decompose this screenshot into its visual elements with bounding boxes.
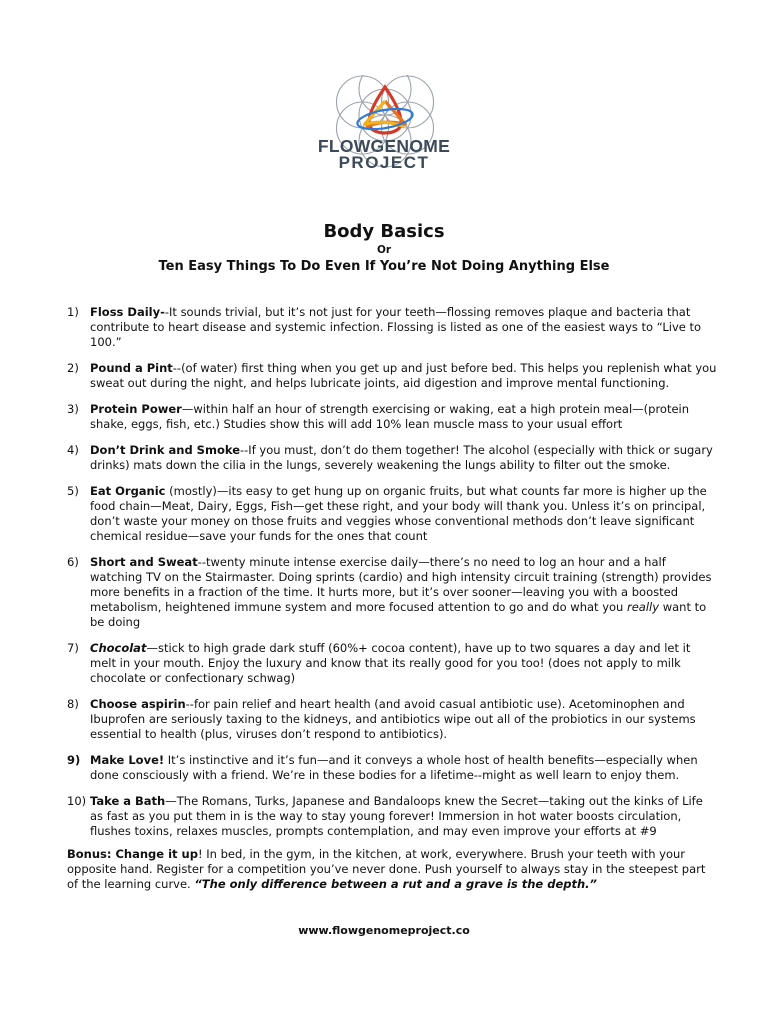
item-lead: Eat Organic	[90, 484, 166, 498]
list-item	[67, 484, 717, 544]
list-item	[67, 555, 717, 630]
item-lead: Don’t Drink and Smoke	[90, 443, 240, 457]
item-text: —The Romans, Turks, Japanese and Bandaloops knew the Secret—taking out the kinks of Life as fast as you put them in is the way to stay young forever! Immersion in hot water boosts circulation, flushes toxins, relaxes muscles, prompts contemplation, and may even improve your efforts at #9	[90, 794, 703, 838]
item-text: It’s instinctive and it’s fun—and it conveys a whole host of health benefits—especially when done consciously with a friend. We’re in these bodies for a lifetime--might as well learn to enjoy them.	[90, 753, 698, 782]
footer-url: www.flowgenomeproject.co	[298, 924, 470, 937]
logo-ring	[356, 105, 414, 132]
list-item	[67, 641, 717, 686]
page-subtitle: Ten Easy Things To Do Even If You’re Not Doing Anything Else	[158, 259, 610, 274]
bonus-lead: Bonus: Change it up	[67, 847, 198, 861]
item-text: --twenty minute intense exercise daily—there’s no need to log an hour and a half watching TV on the Stairmaster. Doing sprints (cardio) and high intensity circuit training (strength) provides more benefits in a fraction of the time. It hurts more, but it’s over sooner—leaving you with a boosted metabolism, heightened immune system and more focused attention to go and do what you	[90, 555, 712, 614]
list-item	[67, 443, 717, 473]
logo-wordmark-line2: PROJECT	[338, 153, 430, 172]
item-lead: Pound a Pint	[90, 361, 173, 375]
item-number: 8)	[67, 697, 79, 711]
item-text: (mostly)—its easy to get hung up on organic fruits, but what counts far more is higher up the food chain—Meat, Dairy, Eggs, Fish—get these right, and your body will thank you. Unless it’s on principal, don’t waste your money on those fruits and veggies whose conventional methods don’t leave significant chemical residue—save your funds for the ones that count	[90, 484, 707, 543]
item-number: 4)	[67, 443, 79, 457]
list-item	[67, 361, 717, 391]
item-lead: Choose aspirin	[90, 697, 186, 711]
item-number: 1)	[67, 305, 79, 319]
item-text: -It sounds trivial, but it’s not just for your teeth—flossing removes plaque and bacteria that contribute to heart disease and systemic infection. Flossing is listed as one of the easiest ways to “Live to 100.”	[90, 305, 702, 349]
item-emphasis: really	[627, 600, 660, 614]
item-text-tail: want to be doing	[90, 600, 707, 629]
item-text: --for pain relief and heart health (and avoid casual antibiotic use). Acetominophen and Ibuprofen are seriously taxing to the kidneys, and antibiotics wipe out all of the probiotics in our systems essential to health (plus, viruses don’t respond to antibiotics).	[90, 697, 696, 741]
item-text: —within half an hour of strength exercising or waking, eat a high protein meal—(protein shake, eggs, fish, etc.) Studies show this will add 10% lean muscle mass to your usual effort	[90, 402, 690, 431]
item-number: 2)	[67, 361, 79, 375]
item-number: 7)	[67, 641, 79, 655]
item-number: 6)	[67, 555, 79, 569]
item-text: --If you must, don’t do them together! The alcohol (especially with thick or sugary drinks) mats down the cilia in the lungs, severely weakening the lungs ability to filter out the smoke.	[90, 443, 713, 472]
item-lead: Protein Power	[90, 402, 182, 416]
item-lead: Floss Daily-	[90, 305, 165, 319]
item-lead: Short and Sweat	[90, 555, 198, 569]
list-item	[67, 794, 717, 839]
item-lead: Take a Bath	[90, 794, 166, 808]
item-number: 9)	[67, 753, 81, 767]
list-item	[67, 305, 717, 350]
item-number: 5)	[67, 484, 79, 498]
tips-list	[67, 305, 717, 850]
item-text: --(of water) first thing when you get up and just before bed. This helps you replenish what you sweat out during the night, and helps lubricate joints, aid digestion and improve mental functioning.	[90, 361, 717, 390]
bonus-text: ! In bed, in the gym, in the kitchen, at work, everywhere. Brush your teeth with your opposite hand. Register for a competition you’ve never done. Push yourself to always stay in the steepest part of the learning curve.	[67, 847, 706, 891]
bonus-paragraph	[67, 847, 717, 892]
logo-wordmark-line1: FLOWGENOME	[317, 136, 451, 156]
title-or: Or	[376, 244, 392, 256]
item-number: 3)	[67, 402, 79, 416]
list-item	[67, 402, 717, 432]
page-title: Body Basics	[323, 221, 445, 242]
list-item	[67, 697, 717, 742]
bonus-quote: “The only difference between a rut and a grave is the depth.”	[194, 877, 597, 891]
item-text: —stick to high grade dark stuff (60%+ cocoa content), have up to two squares a day and let it melt in your mouth. Enjoy the luxury and know that its really good for you too! (does not apply to milk chocolate or confectionary schwag)	[90, 641, 691, 685]
item-lead: Make Love!	[90, 753, 165, 767]
item-number: 10)	[67, 794, 87, 808]
list-item	[67, 753, 717, 783]
item-lead: Chocolat	[90, 641, 147, 655]
